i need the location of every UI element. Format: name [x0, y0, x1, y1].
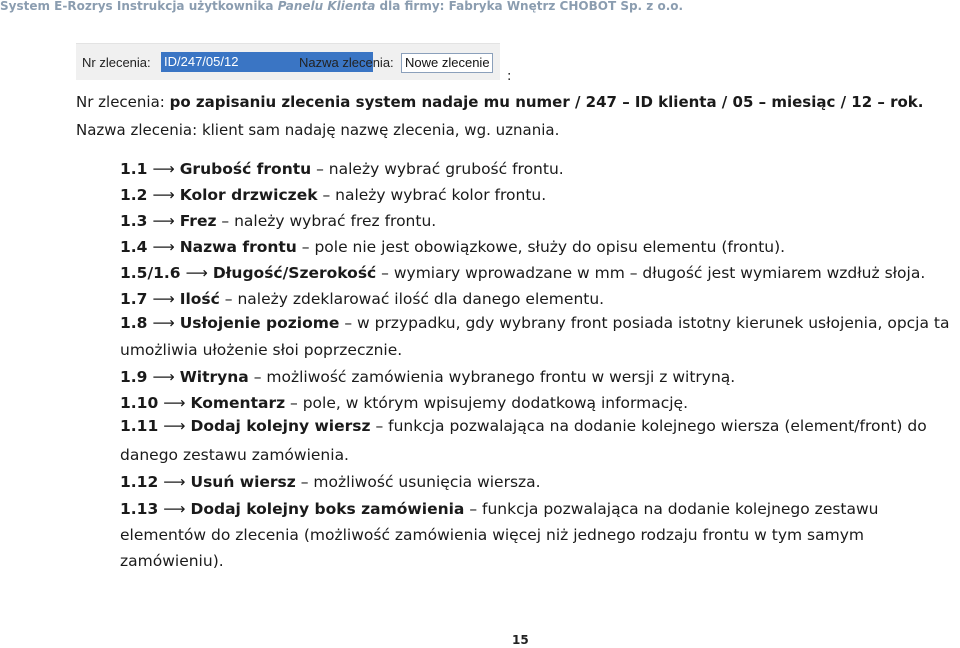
item-number: 1.2	[120, 186, 148, 204]
arrow-icon: ⟶	[152, 238, 175, 256]
list-item	[120, 264, 925, 282]
arrow-icon: ⟶	[163, 417, 186, 435]
item-description: – należy wybrać kolor frontu.	[317, 186, 547, 204]
arrow-icon: ⟶	[152, 160, 175, 178]
arrow-icon: ⟶	[152, 186, 175, 204]
list-item	[120, 212, 436, 230]
item-description: – należy zdeklarować ilość dla danego elementu.	[219, 290, 605, 308]
item-description: – pole, w którym wpisujemy dodatkową informację.	[285, 394, 689, 412]
note-order-number-bold: po zapisaniu zlecenia system nadaje mu numer / 247 – ID klienta / 05 – miesiąc / 12 – rok.	[169, 93, 924, 111]
arrow-icon: ⟶	[152, 368, 175, 386]
item-number: 1.3	[120, 212, 148, 230]
item-title: Frez	[179, 212, 217, 230]
arrow-icon: ⟶	[185, 264, 208, 282]
item-title: Usuń wiersz	[190, 473, 296, 491]
item-description: – możliwość usunięcia wiersza.	[295, 473, 541, 491]
list-item	[120, 473, 541, 491]
header-text-part1: System E-Rozrys Instrukcja użytkownika	[0, 0, 278, 13]
item-number: 1.9	[120, 368, 148, 386]
item-description: – funkcja pozwalająca na dodanie kolejnego zestawu elementów do zlecenia (możliwość zamówienia więcej niż jednego rodzaju frontu w tym samym zamówieniu).	[120, 500, 879, 570]
item-number: 1.5/1.6	[120, 264, 181, 282]
item-description: – pole nie jest obowiązkowe, służy do opisu elementu (frontu).	[296, 238, 786, 256]
document-header	[0, 0, 683, 13]
list-item	[120, 238, 785, 256]
arrow-icon: ⟶	[163, 500, 186, 518]
item-number: 1.4	[120, 238, 148, 256]
list-item	[120, 368, 735, 386]
item-number: 1.1	[120, 160, 148, 178]
list-item	[120, 160, 564, 178]
order-number-label: Nr zlecenia:	[82, 55, 151, 70]
item-description: – w przypadku, gdy wybrany front posiada istotny kierunek usłojenia, opcja ta umożliwia ułożenie słoi poprzecznie.	[120, 314, 950, 359]
item-number: 1.10	[120, 394, 159, 412]
page-number: 15	[512, 633, 529, 647]
order-name-field: Nowe zlecenie	[401, 53, 493, 73]
order-fields-screenshot	[76, 43, 500, 80]
item-title: Kolor drzwiczek	[179, 186, 318, 204]
arrow-icon: ⟶	[152, 314, 175, 332]
item-description: – należy wybrać grubość frontu.	[311, 160, 564, 178]
arrow-icon: ⟶	[163, 394, 186, 412]
note-order-number	[76, 93, 923, 111]
item-number: 1.12	[120, 473, 159, 491]
item-description: – należy wybrać frez frontu.	[216, 212, 437, 230]
item-title: Długość/Szerokość	[212, 264, 377, 282]
item-number: 1.13	[120, 500, 159, 518]
list-item	[120, 310, 960, 364]
item-title: Usłojenie poziome	[179, 314, 340, 332]
order-name-label: Nazwa zlecenia:	[299, 55, 394, 70]
item-number: 1.8	[120, 314, 148, 332]
item-description: – funkcja pozwalająca na dodanie kolejnego wiersza (element/front) do danego zestawu zamówienia.	[120, 417, 927, 464]
header-text-part3: dla firmy: Fabryka Wnętrz CHOBOT Sp. z o.o.	[375, 0, 684, 13]
list-item	[120, 186, 546, 204]
item-title: Dodaj kolejny boks zamówienia	[190, 500, 465, 518]
item-number: 1.11	[120, 417, 159, 435]
arrow-icon: ⟶	[163, 473, 186, 491]
item-title: Dodaj kolejny wiersz	[190, 417, 371, 435]
note-order-name: Nazwa zlecenia: klient sam nadaję nazwę zlecenia, wg. uznania.	[76, 121, 560, 139]
item-title: Komentarz	[190, 394, 286, 412]
list-item	[120, 412, 960, 470]
item-description: – możliwość zamówienia wybranego frontu w wersji z witryną.	[248, 368, 736, 386]
item-title: Nazwa frontu	[179, 238, 297, 256]
order-number-field: ID/247/05/12	[161, 52, 373, 72]
item-title: Ilość	[179, 290, 220, 308]
header-text-part2: Panelu Klienta	[277, 0, 376, 13]
arrow-icon: ⟶	[152, 212, 175, 230]
list-item	[120, 496, 920, 574]
stray-colon: :	[507, 69, 512, 84]
note-order-number-prefix: Nr zlecenia:	[76, 93, 170, 111]
arrow-icon: ⟶	[152, 290, 175, 308]
item-number: 1.7	[120, 290, 148, 308]
list-item	[120, 290, 604, 308]
item-description: – wymiary wprowadzane w mm – długość jest wymiarem wzdłuż słoja.	[376, 264, 926, 282]
item-title: Grubość frontu	[179, 160, 312, 178]
list-item	[120, 394, 688, 412]
item-title: Witryna	[179, 368, 249, 386]
